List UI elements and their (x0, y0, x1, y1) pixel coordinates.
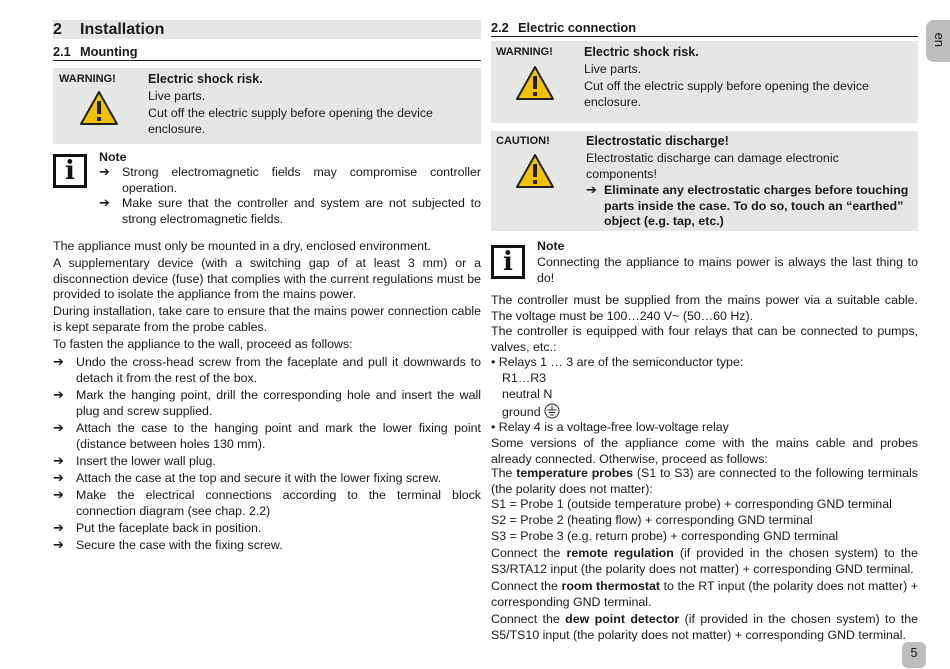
paragraph: During installation, take care to ensure that the mains power connection cable is kept separate from the probe cables. (53, 304, 481, 334)
terminal-line: S2 = Probe 2 (heating flow) + corresponding GND terminal (491, 513, 813, 527)
paragraph: The controller must be supplied from the mains power via a suitable cable. The voltage must be 100…240 V~ (50…60 Hz). (491, 293, 918, 323)
subsection-title: Mounting (80, 44, 138, 59)
warning-triangle-icon (79, 90, 119, 126)
arrow-right-icon: ➔ (53, 454, 64, 469)
subsection-number: 2.1 (53, 44, 71, 59)
paragraph: To fasten the appliance to the wall, proceed as follows: (53, 337, 353, 351)
arrow-right-icon: ➔ (53, 538, 64, 553)
caution-tag: CAUTION! (496, 135, 550, 147)
warning-title: Electric shock risk. (148, 72, 263, 86)
warning-box (491, 41, 918, 123)
arrow-right-icon: ➔ (53, 488, 64, 503)
warning-tag: WARNING! (496, 46, 553, 58)
terminal-line: S3 = Probe 3 (e.g. return probe) + corresponding GND terminal (491, 529, 839, 543)
arrow-right-icon: ➔ (53, 471, 64, 486)
caution-title: Electrostatic discharge! (586, 134, 729, 148)
ground-symbol-icon (544, 403, 560, 419)
paragraph: The temperature probes (S1 to S3) are connected to the following terminals (the polarity does not matter): (491, 466, 918, 496)
caution-box (491, 131, 918, 231)
subsection-number: 2.2 (491, 20, 509, 35)
arrow-right-icon: ➔ (586, 183, 597, 198)
paragraph: Connect the remote regulation (if provided in the chosen system) to the S3/RTA12 input (the polarity does not matter) + corresponding GND terminal. (491, 546, 918, 576)
arrow-right-icon: ➔ (99, 196, 110, 211)
info-icon: i (491, 245, 525, 279)
bullet-dot: • (491, 355, 499, 369)
bullet-item: • Relay 4 is a voltage-free low-voltage relay (491, 420, 729, 434)
paragraph: Some versions of the appliance come with the mains cable and probes already connected. Otherwise, proceed as follows: (491, 436, 918, 466)
paragraph: The controller is equipped with four relays that can be connected to pumps, valves, etc.: (491, 324, 918, 354)
warning-box (53, 68, 481, 144)
warning-tag: WARNING! (59, 73, 116, 85)
caution-line-1: Electrostatic discharge can damage electronic components! (586, 151, 839, 181)
language-tab[interactable] (926, 20, 950, 62)
paragraph: A supplementary device (with a switching gap of at least 3 mm) or a disconnection device (fuse) that complies with the current regulations must be provided to isolate the appliance from the mains power. (53, 256, 481, 302)
bullet-subline: R1…R3 (502, 371, 547, 385)
subsection-title: Electric connection (518, 20, 637, 35)
arrow-right-icon: ➔ (53, 421, 64, 436)
language-tab-label: en (932, 32, 948, 48)
arrow-right-icon: ➔ (53, 355, 64, 370)
paragraph: The appliance must only be mounted in a dry, enclosed environment. (53, 239, 431, 253)
note-text: Connecting the appliance to mains power is always the last thing to do! (537, 255, 918, 285)
warning-triangle-icon (515, 153, 555, 189)
arrow-right-icon: ➔ (99, 165, 110, 180)
paragraph: Connect the room thermostat to the RT input (the polarity does not matter) + corresponding GND terminal. (491, 579, 918, 609)
warning-line-1: Live parts. (584, 62, 642, 76)
warning-line-2: Cut off the electric supply before opening the device enclosure. (148, 106, 433, 136)
note-title: Note (537, 239, 565, 253)
ground-label: ground (502, 405, 541, 419)
arrow-right-icon: ➔ (53, 388, 64, 403)
bullet-dot: • (491, 420, 499, 434)
caution-action: Eliminate any electrostatic charges before touching parts inside the case. To do so, touch an “earthed” object (e.g. tap, etc.) (604, 183, 909, 229)
note-item-1: Strong electromagnetic fields may compromise controller operation. (122, 165, 481, 195)
subsection-heading-mounting (53, 44, 481, 61)
section-title: Installation (80, 21, 165, 38)
section-number: 2 (53, 21, 62, 38)
bullet-item: • Relays 1 … 3 are of the semiconductor type: (491, 355, 744, 369)
arrow-right-icon: ➔ (53, 521, 64, 536)
warning-line-2: Cut off the electric supply before opening the device enclosure. (584, 79, 869, 109)
bullet-subline: neutral N (502, 387, 553, 401)
warning-line-1: Live parts. (148, 89, 206, 103)
paragraph: Connect the dew point detector (if provided in the chosen system) to the S5/TS10 input (the polarity does not matter) + corresponding GND terminal. (491, 612, 918, 642)
section-heading (53, 20, 481, 39)
bullet-subline (502, 403, 560, 421)
warning-title: Electric shock risk. (584, 45, 699, 59)
note-title: Note (99, 150, 127, 164)
warning-triangle-icon (515, 65, 555, 101)
subsection-heading-electric (491, 20, 918, 37)
info-icon: i (53, 154, 87, 188)
terminal-line: S1 = Probe 1 (outside temperature probe) + corresponding GND terminal (491, 497, 892, 511)
page-number: 5 (902, 642, 926, 668)
note-item-2: Make sure that the controller and system are not subjected to strong electromagnetic fields. (122, 196, 481, 226)
